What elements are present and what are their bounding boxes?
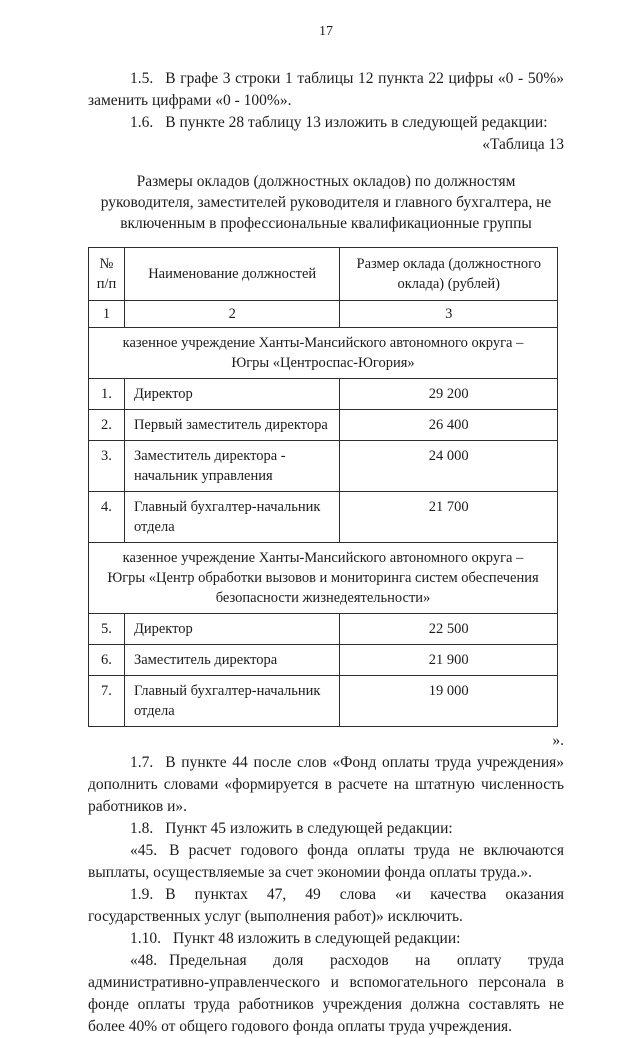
- paragraph-text: В графе 3 строки 1 таблицы 12 пункта 22 цифры «0 - 50%» заменить цифрами «0 - 100%».: [88, 70, 564, 109]
- cell-row-num: 2.: [89, 410, 125, 441]
- column-number-cell: 2: [124, 301, 340, 328]
- column-number-cell: 3: [340, 301, 558, 328]
- table-row: [89, 676, 558, 727]
- cell-salary: 22 500: [340, 614, 558, 645]
- cell-position: Директор: [124, 614, 340, 645]
- paragraph-45: [88, 840, 564, 884]
- cell-salary: 21 700: [340, 492, 558, 543]
- cell-position: Главный бухгалтер-начальник отдела: [124, 492, 340, 543]
- cell-position: Директор: [124, 379, 340, 410]
- cell-salary: 29 200: [340, 379, 558, 410]
- paragraph-text: Предельная доля расходов на оплату труда административно-управленческого и вспомогательного персонала в фонде оплаты труда работников учреждения должна составлять не более 40% от общего годового фонда оплаты труда учреждения.: [88, 952, 564, 1035]
- paragraph-1-9: [88, 884, 564, 928]
- paragraph-text: Пункт 48 изложить в следующей редакции:: [173, 930, 461, 947]
- cell-salary: 19 000: [340, 676, 558, 727]
- cell-position: Заместитель директора - начальник управления: [124, 441, 340, 492]
- page-number: 17: [319, 24, 333, 39]
- document-page: [88, 24, 564, 1038]
- column-number-cell: 1: [89, 301, 125, 328]
- header-cell-position: Наименование должностей: [124, 248, 340, 301]
- paragraph-num: «48.: [130, 952, 158, 969]
- paragraph-num: 1.7.: [130, 754, 154, 771]
- paragraph-48: [88, 950, 564, 1038]
- cell-row-num: 5.: [89, 614, 125, 645]
- header-cell-salary: Размер оклада (должностного оклада) (рублей): [340, 248, 558, 301]
- table-label: «Таблица 13: [482, 136, 564, 153]
- closing-quote: ».: [552, 732, 564, 749]
- cell-position: Главный бухгалтер-начальник отдела: [124, 676, 340, 727]
- table-row: [89, 441, 558, 492]
- paragraph-1-10: [88, 928, 564, 950]
- paragraph-num: 1.9.: [130, 886, 154, 903]
- paragraph-num: 1.8.: [130, 820, 154, 837]
- section-title: казенное учреждение Ханты-Мансийского автономного округа – Югры «Центроспас-Югория»: [89, 328, 558, 379]
- cell-salary: 26 400: [340, 410, 558, 441]
- cell-row-num: 7.: [89, 676, 125, 727]
- paragraph-num: «45.: [130, 842, 158, 859]
- paragraph-num: 1.10.: [130, 930, 161, 947]
- table-title: Размеры окладов (должностных окладов) по должностям руководителя, заместителей руководителя и главного бухгалтера, не включенным в профессиональные квалификационные группы: [100, 173, 552, 232]
- section-header-row: [89, 543, 558, 614]
- section-title: казенное учреждение Ханты-Мансийского автономного округа – Югры «Центр обработки вызовов и мониторинга систем обеспечения безопасности жизнедеятельности»: [89, 543, 558, 614]
- paragraph-num: 1.6.: [130, 114, 154, 131]
- column-number-row: [89, 301, 558, 328]
- cell-row-num: 3.: [89, 441, 125, 492]
- table-row: [89, 492, 558, 543]
- paragraph-num: 1.5.: [130, 70, 154, 87]
- paragraph-1-8: [88, 818, 564, 840]
- cell-salary: 21 900: [340, 645, 558, 676]
- header-cell-num: № п/п: [89, 248, 125, 301]
- table-header-row: [89, 248, 558, 301]
- paragraph-1-5: [88, 68, 564, 112]
- paragraph-text: Пункт 45 изложить в следующей редакции:: [165, 820, 453, 837]
- paragraph-1-7: [88, 752, 564, 818]
- cell-salary: 24 000: [340, 441, 558, 492]
- salary-table: [88, 247, 558, 727]
- cell-position: Заместитель директора: [124, 645, 340, 676]
- paragraph-text: В расчет годового фонда оплаты труда не включаются выплаты, осуществляемые за счет экономии фонда оплаты труда.».: [88, 842, 564, 881]
- table-row: [89, 379, 558, 410]
- paragraph-1-6: [88, 112, 564, 134]
- paragraph-text: В пункте 28 таблицу 13 изложить в следующей редакции:: [165, 114, 548, 131]
- table-row: [89, 410, 558, 441]
- table-row: [89, 614, 558, 645]
- cell-position: Первый заместитель директора: [124, 410, 340, 441]
- table-row: [89, 645, 558, 676]
- paragraph-text: В пункте 44 после слов «Фонд оплаты труда учреждения» дополнить словами «формируется в расчете на штатную численность работников и».: [88, 754, 564, 815]
- cell-row-num: 6.: [89, 645, 125, 676]
- section-header-row: [89, 328, 558, 379]
- cell-row-num: 1.: [89, 379, 125, 410]
- paragraph-text: В пунктах 47, 49 слова «и качества оказания государственных услуг (выполнения работ)» исключить.: [88, 886, 564, 925]
- cell-row-num: 4.: [89, 492, 125, 543]
